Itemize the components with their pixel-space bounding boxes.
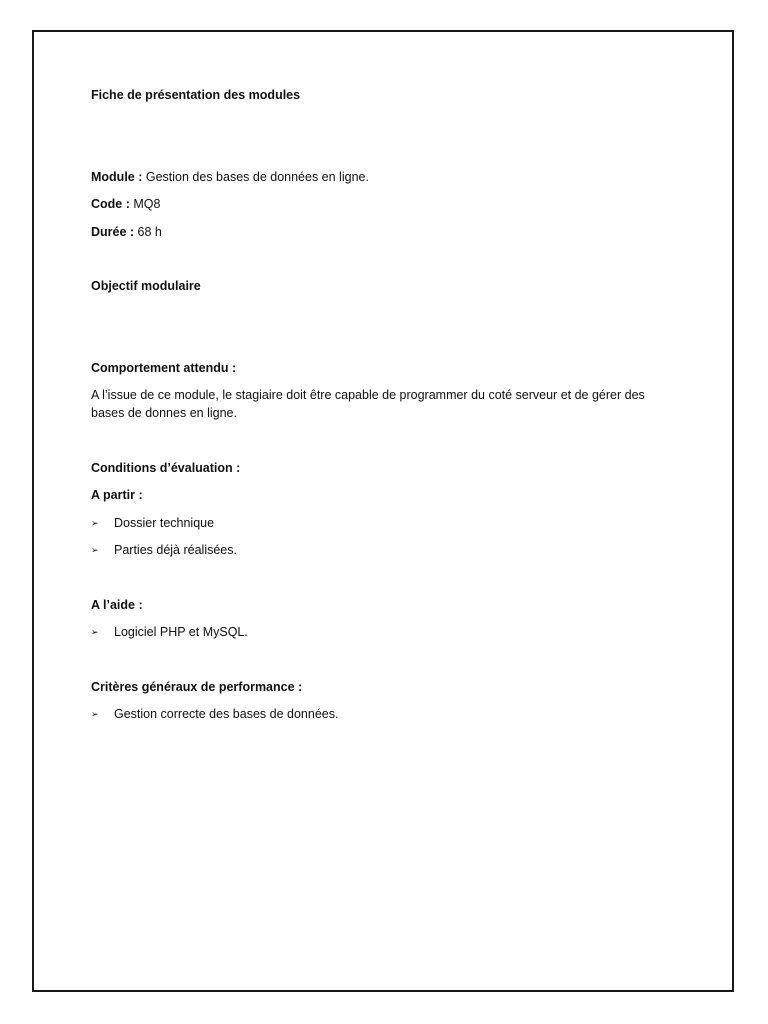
list-item-text: Dossier technique bbox=[114, 516, 215, 530]
code-value: MQ8 bbox=[129, 197, 161, 211]
duree-label: Durée : bbox=[91, 225, 135, 239]
a-laide-heading: A l’aide : bbox=[91, 598, 143, 612]
comportement-heading: Comportement attendu : bbox=[91, 361, 237, 375]
list-item-text: Gestion correcte des bases de données. bbox=[114, 707, 339, 721]
criteres-heading: Critères généraux de performance : bbox=[91, 680, 303, 694]
bullet-arrow-icon: ➢ bbox=[91, 545, 99, 555]
comportement-text: A l’issue de ce module, le stagiaire doit être capable de programmer du coté serveur et de gérer des bases de donnes en ligne. bbox=[91, 388, 645, 420]
list-item-text: Logiciel PHP et MySQL. bbox=[114, 625, 248, 639]
list-item bbox=[91, 706, 338, 722]
bullet-arrow-icon: ➢ bbox=[91, 518, 99, 528]
code-label: Code : bbox=[91, 197, 130, 211]
document-title: Fiche de présentation des modules bbox=[91, 88, 301, 102]
bullet-arrow-icon: ➢ bbox=[91, 709, 99, 719]
module-value: Gestion des bases de données en ligne. bbox=[142, 170, 369, 184]
duree-value: 68 h bbox=[134, 225, 162, 239]
bullet-arrow-icon: ➢ bbox=[91, 627, 99, 637]
objectif-heading: Objectif modulaire bbox=[91, 279, 201, 293]
a-partir-heading: A partir : bbox=[91, 488, 143, 502]
conditions-heading: Conditions d’évaluation : bbox=[91, 461, 241, 475]
module-label: Module : bbox=[91, 170, 143, 184]
list-item bbox=[91, 624, 248, 640]
list-item bbox=[91, 515, 214, 531]
duree-line bbox=[91, 224, 162, 240]
list-item bbox=[91, 542, 237, 558]
code-line bbox=[91, 196, 160, 212]
module-line bbox=[91, 169, 369, 185]
list-item-text: Parties déjà réalisées. bbox=[114, 543, 237, 557]
